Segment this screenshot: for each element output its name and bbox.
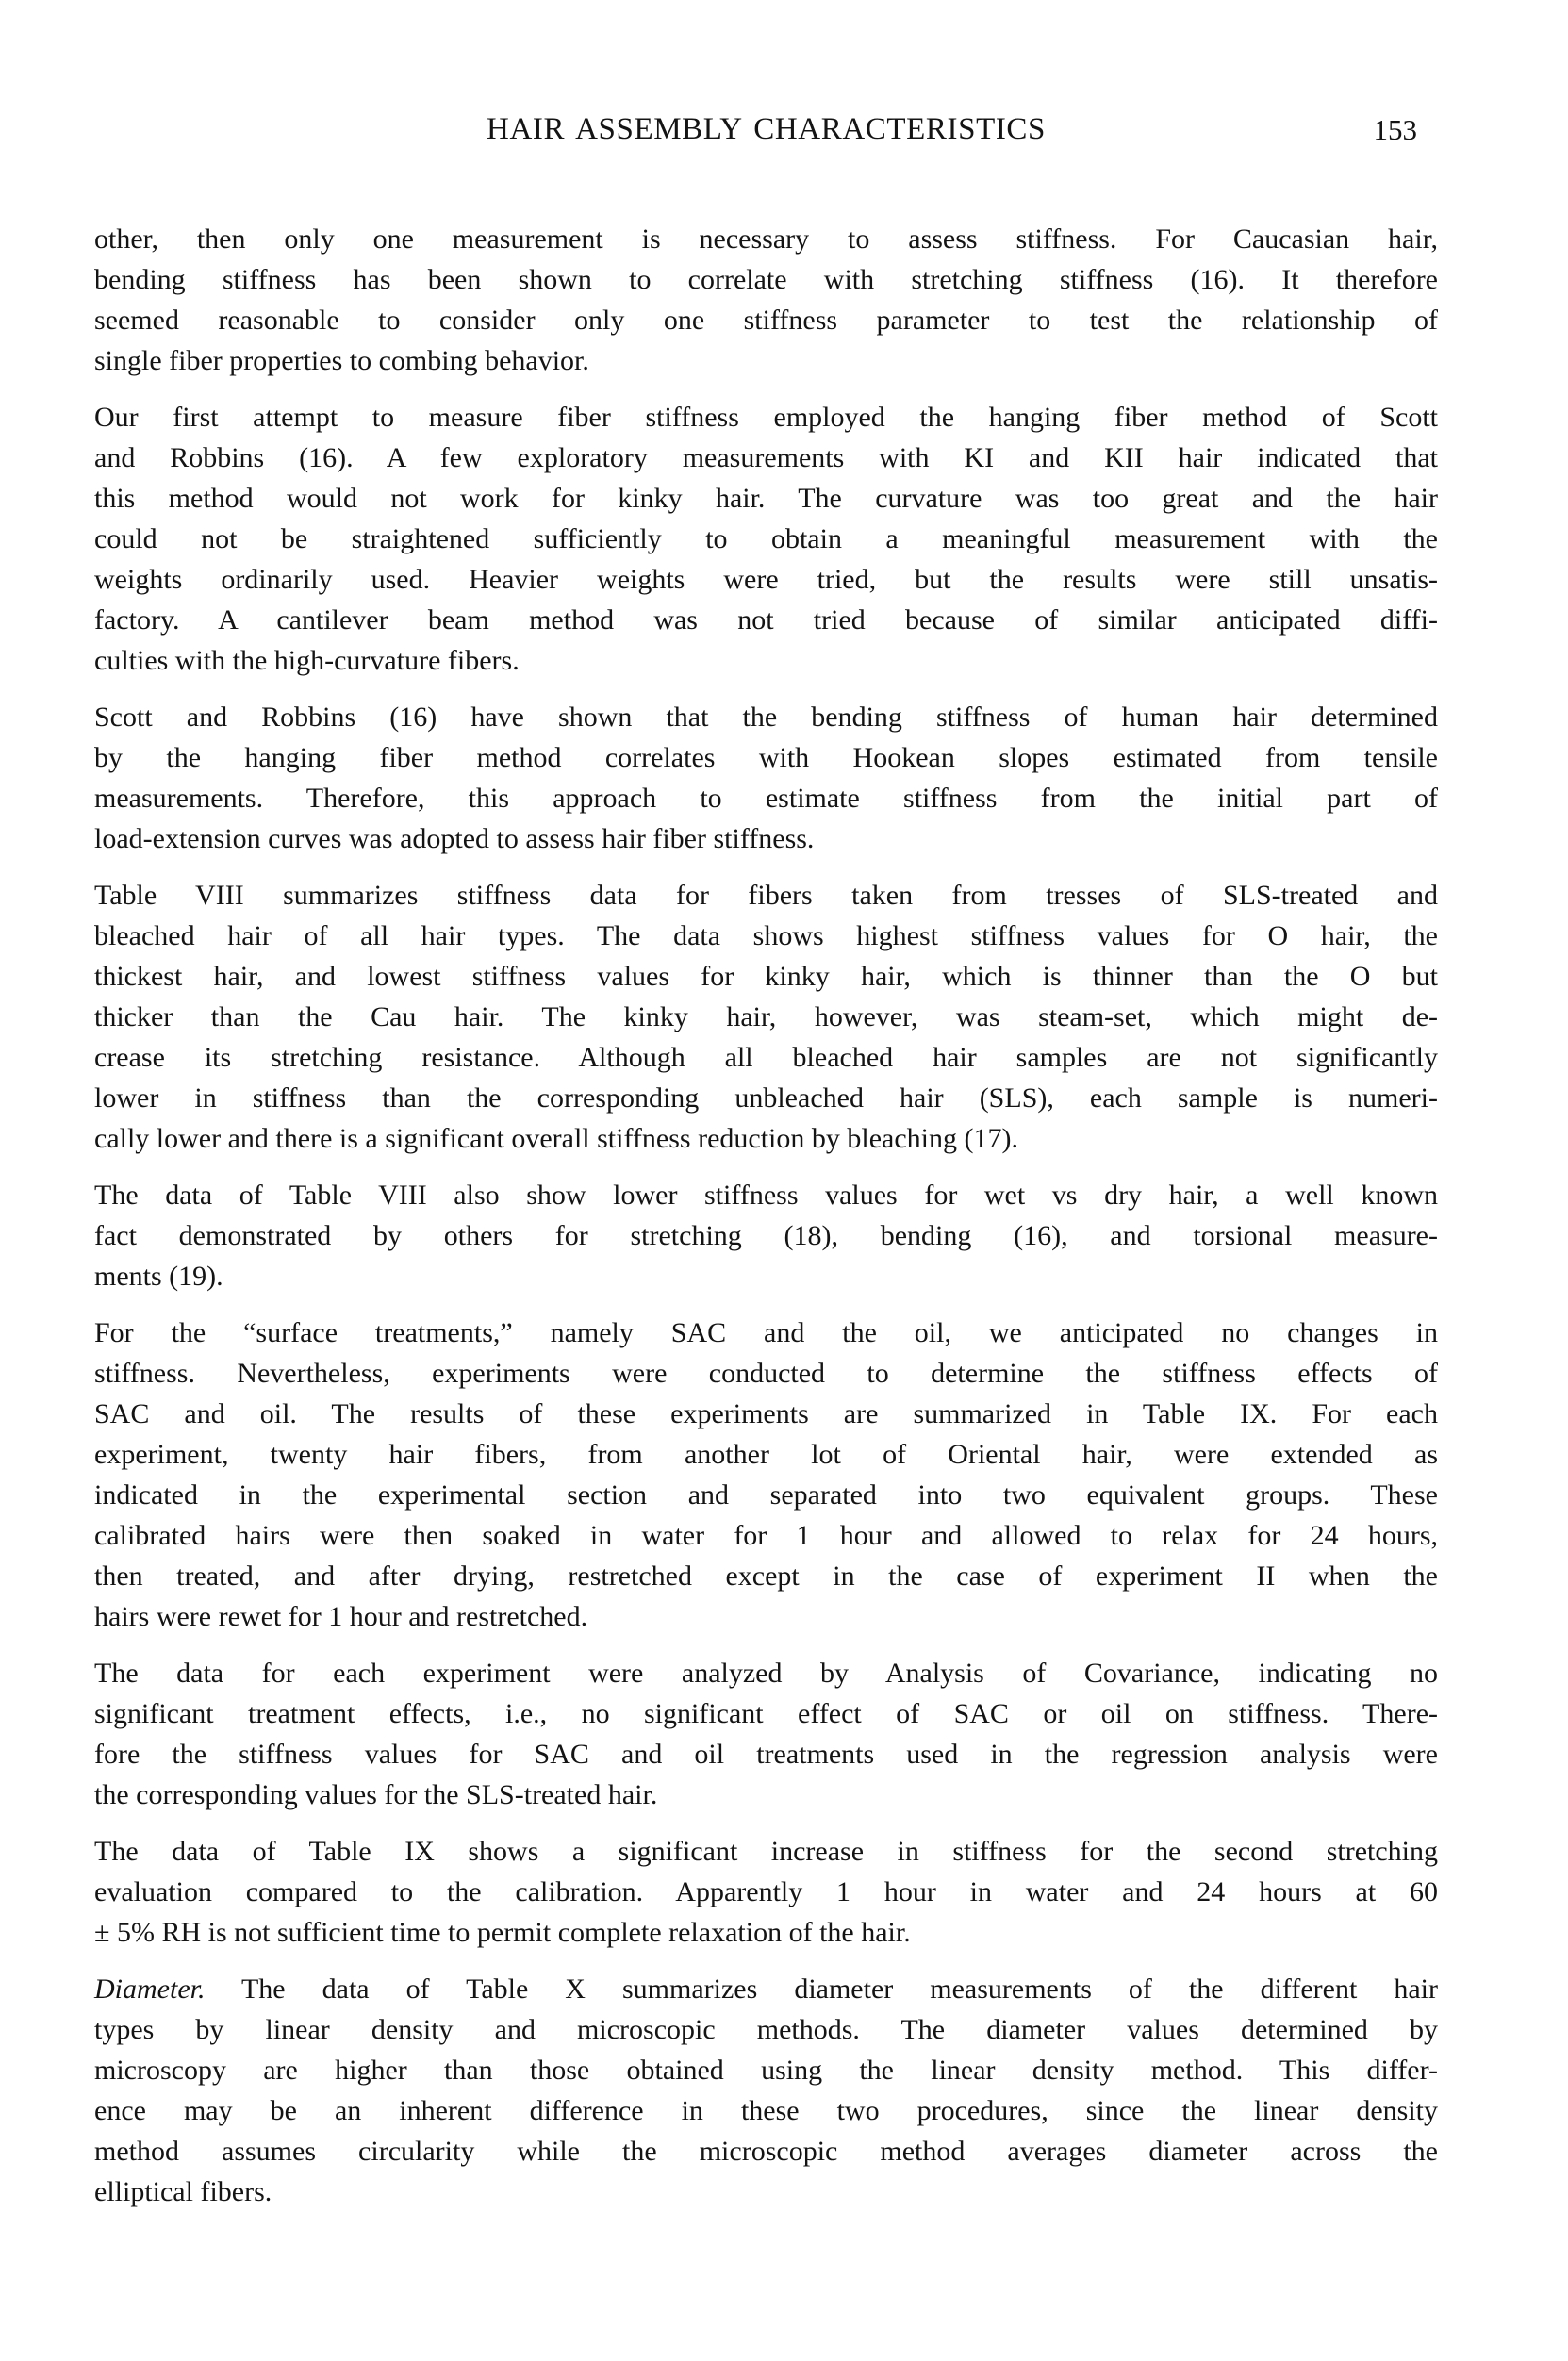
text-line: by the hanging fiber method correlates with Hookean slopes estimated from tensile: [94, 742, 1438, 773]
text-line: single fiber properties to combing behavior.: [94, 345, 589, 376]
text-line: crease its stretching resistance. Although all bleached hair samples are not significantly: [94, 1042, 1438, 1073]
paragraph: [94, 1831, 1438, 1953]
text-line: Scott and Robbins (16) have shown that the bending stiffness of human hair determined: [94, 702, 1438, 733]
text-line: types by linear density and microscopic methods. The diameter values determined by: [94, 2014, 1438, 2045]
text-line: fore the stiffness values for SAC and oil treatments used in the regression analysis were: [94, 1739, 1438, 1770]
text-line: method assumes circularity while the microscopic method averages diameter across the: [94, 2136, 1438, 2167]
paragraph: [94, 1653, 1438, 1815]
text-line: load-extension curves was adopted to assess hair fiber stiffness.: [94, 823, 815, 854]
text-line: lower in stiffness than the corresponding unbleached hair (SLS), each sample is numeri-: [94, 1082, 1438, 1114]
paragraph: [94, 219, 1438, 381]
text-line: measurements. Therefore, this approach to estimate stiffness from the initial part of: [94, 783, 1438, 814]
text-line: microscopy are higher than those obtained using the linear density method. This differ-: [94, 2055, 1438, 2086]
text-line: could not be straightened sufficiently to obtain a meaningful measurement with the: [94, 523, 1438, 554]
text-line: thickest hair, and lowest stiffness values for kinky hair, which is thinner than the O but: [94, 961, 1438, 992]
paragraph: [94, 1175, 1438, 1296]
text-line: then treated, and after drying, restretched except in the case of experiment II when the: [94, 1560, 1438, 1592]
text-line: culties with the high-curvature fibers.: [94, 645, 520, 676]
text-line: bending stiffness has been shown to correlate with stretching stiffness (16). It therefore: [94, 264, 1438, 295]
text-line: elliptical fibers.: [94, 2176, 272, 2207]
page-number: 153: [1373, 113, 1417, 146]
text-line: experiment, twenty hair fibers, from another lot of Oriental hair, were extended as: [94, 1439, 1438, 1470]
text-line: hairs were rewet for 1 hour and restretched.: [94, 1601, 588, 1632]
paragraph: [94, 397, 1438, 681]
text-line: Our first attempt to measure fiber stiffness employed the hanging fiber method of Scott: [94, 402, 1438, 433]
text-line: thicker than the Cau hair. The kinky hair, however, was steam-set, which might de-: [94, 1001, 1438, 1032]
text-line: other, then only one measurement is necessary to assess stiffness. For Caucasian hair,: [94, 223, 1438, 255]
paragraph: [94, 875, 1438, 1159]
text-line: significant treatment effects, i.e., no significant effect of SAC or oil on stiffness. There-: [94, 1698, 1438, 1729]
text-line: Table VIII summarizes stiffness data for fibers taken from tresses of SLS-treated and: [94, 880, 1438, 911]
text-line: The data of Table VIII also show lower stiffness values for wet vs dry hair, a well known: [94, 1180, 1438, 1211]
text-line: cally lower and there is a significant overall stiffness reduction by bleaching (17).: [94, 1123, 1018, 1154]
text-line: ± 5% RH is not sufficient time to permit complete relaxation of the hair.: [94, 1917, 911, 1948]
running-title: HAIR ASSEMBLY CHARACTERISTICS: [487, 112, 1046, 146]
paragraph: [94, 1969, 1438, 2212]
italic-lead: Diameter.: [94, 1973, 206, 2005]
text-line: ence may be an inherent difference in these two procedures, since the linear density: [94, 2095, 1438, 2126]
text-line: ments (19).: [94, 1261, 223, 1292]
text-line: seemed reasonable to consider only one stiffness parameter to test the relationship of: [94, 305, 1438, 336]
text-line: this method would not work for kinky hair. The curvature was too great and the hair: [94, 483, 1438, 514]
text-line: For the “surface treatments,” namely SAC and the oil, we anticipated no changes in: [94, 1317, 1438, 1348]
page-header: [94, 112, 1438, 154]
text-line: calibrated hairs were then soaked in water for 1 hour and allowed to relax for 24 hours,: [94, 1520, 1438, 1551]
text-line: The data for each experiment were analyzed by Analysis of Covariance, indicating no: [94, 1658, 1438, 1689]
text-line: Diameter. The data of Table X summarizes diameter measurements of the different hair: [94, 1973, 1438, 2005]
paragraph: [94, 697, 1438, 859]
paragraph: [94, 1313, 1438, 1637]
text-line: evaluation compared to the calibration. Apparently 1 hour in water and 24 hours at 60: [94, 1876, 1438, 1907]
text-line: fact demonstrated by others for stretching (18), bending (16), and torsional measure-: [94, 1220, 1438, 1251]
text-line: the corresponding values for the SLS-treated hair.: [94, 1779, 658, 1810]
text-line: SAC and oil. The results of these experiments are summarized in Table IX. For each: [94, 1398, 1438, 1429]
text-line: The data of Table IX shows a significant increase in stiffness for the second stretching: [94, 1836, 1438, 1867]
text-line: weights ordinarily used. Heavier weights were tried, but the results were still unsatis-: [94, 564, 1438, 595]
text-line: indicated in the experimental section and separated into two equivalent groups. These: [94, 1479, 1438, 1511]
text-line: factory. A cantilever beam method was not tried because of similar anticipated diffi-: [94, 604, 1438, 636]
text-line: and Robbins (16). A few exploratory measurements with KI and KII hair indicated that: [94, 442, 1438, 473]
article-body: [94, 219, 1438, 2228]
text-line: bleached hair of all hair types. The data shows highest stiffness values for O hair, the: [94, 920, 1438, 951]
text-line: stiffness. Nevertheless, experiments were conducted to determine the stiffness effects of: [94, 1358, 1438, 1389]
